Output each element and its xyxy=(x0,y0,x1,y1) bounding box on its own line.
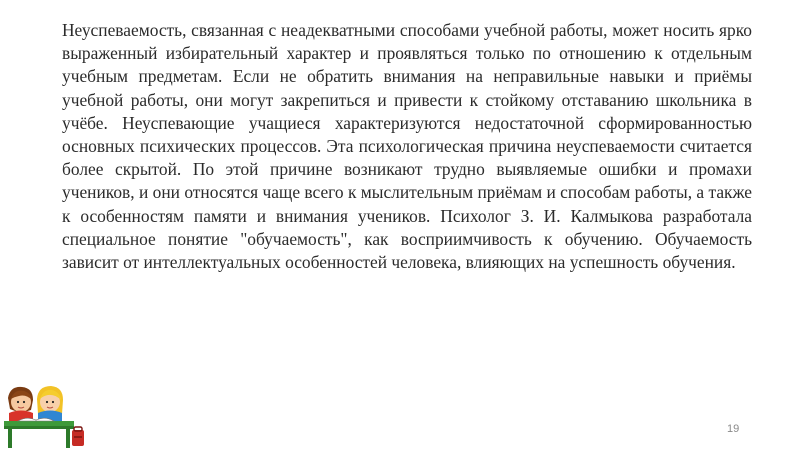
children-reading-at-desk-icon xyxy=(0,380,92,450)
slide-body-text: Неуспеваемость, связанная с неадекватными способами учебной работы, может носить ярко выраженный избирательный характер и проявляться только по отношению к отдельным учебным предметам. Если не обратить внимания на неправильные навыки и приёмы учебной работы, они могут закрепиться и привести к стойкому отставанию школьника в учёбе. Неуспевающие учащиеся характеризуются недостаточной сформированностью основных психических процессов. Эта психологическая причина неуспеваемости считается более скрытой. По этой причине возникают трудно выявляемые ошибки и промахи учеников, и они относятся чаще всего к мыслительным приёмам и способам работы, а также к особенностям памяти и внимания учеников. Психолог З. И. Калмыкова разработала специальное понятие "обучаемость", как восприимчивость к обучению. Обучаемость зависит от интеллектуальных особенностей человека, влияющих на успешность обучения. xyxy=(62,20,752,273)
page-number: 19 xyxy=(727,423,740,435)
